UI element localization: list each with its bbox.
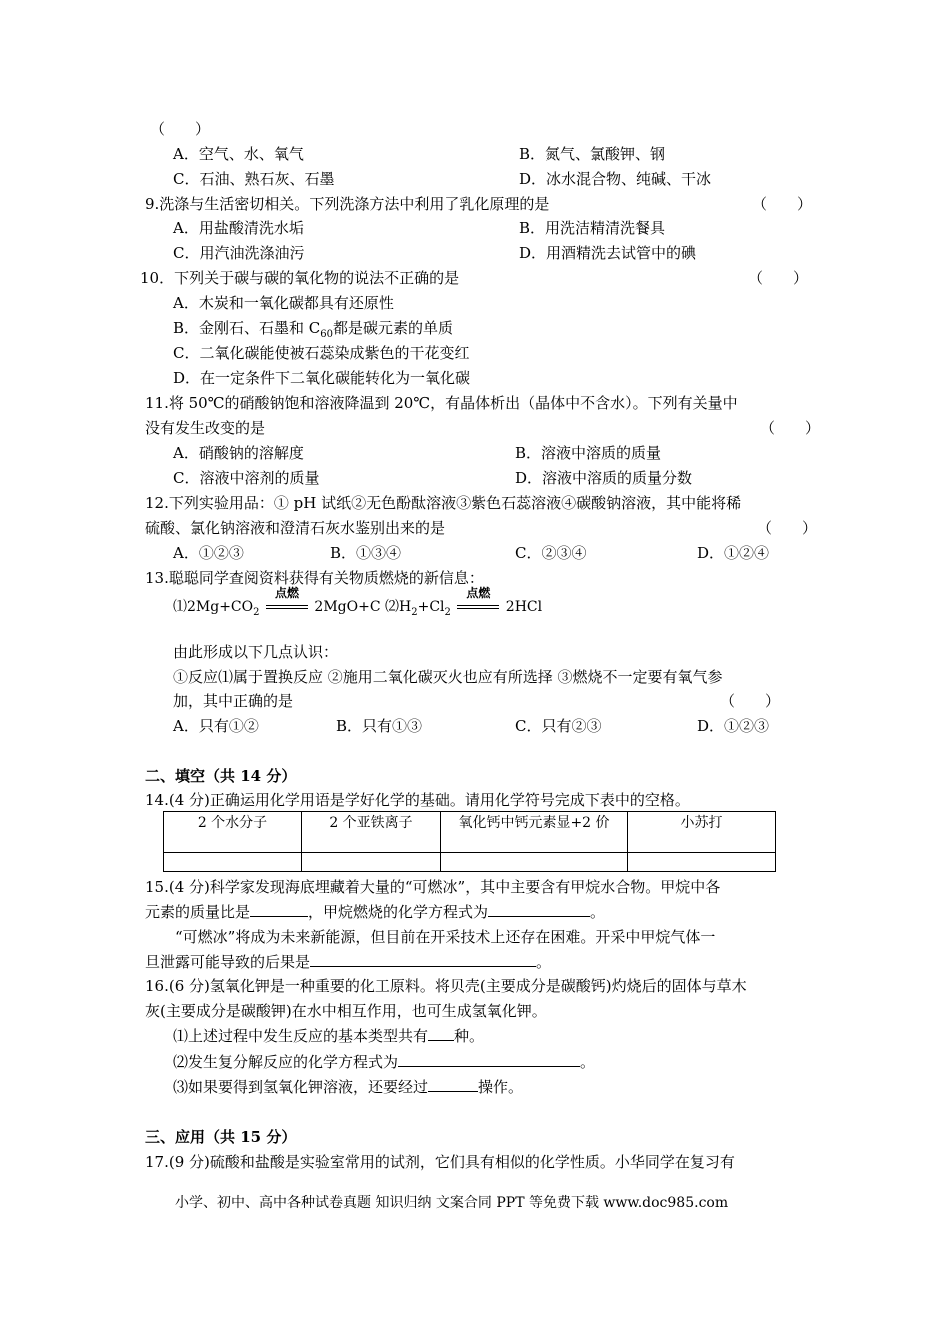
q11-stem-line1: 11.将 50℃的硝酸钠饱和溶液降温到 20℃，有晶体析出（晶体中不含水）。下列有关量中: [145, 394, 738, 412]
q13-stem: 13.聪聪同学查阅资料获得有关物质燃烧的新信息：: [145, 569, 484, 587]
q9-option-d: D．用酒精洗去试管中的碘: [519, 244, 697, 262]
q14-header-water-molecules: 2 个水分子: [164, 812, 302, 853]
q10-option-d: D．在一定条件下二氧化碳能转化为一氧化碳: [173, 369, 471, 387]
q16-part2-blank[interactable]: [398, 1050, 580, 1067]
q13-option-c: C．只有②③: [515, 717, 602, 735]
q16-line2: 灰(主要成分是碳酸钾)在水中相互作用，也可生成氢氧化钾。: [145, 1002, 547, 1020]
q14-header-ferrous-ions: 2 个亚铁离子: [302, 812, 441, 853]
eq1-left: ⑴2Mg+CO: [173, 599, 254, 615]
q14-answer-cell-4[interactable]: [628, 853, 776, 872]
eq2-mid: +Cl: [417, 599, 445, 615]
q12-option-b: B．①③④: [330, 544, 402, 562]
q17-line1: 17.(9 分)硫酸和盐酸是实验室常用的试剂，它们具有相似的化学性质。小华同学在复习有: [145, 1153, 735, 1171]
page-footer: 小学、初中、高中各种试卷真题 知识归纳 文案合同 PPT 等免费下载 www.doc985.com: [175, 1195, 729, 1211]
eq2-condition: 点燃: [466, 586, 491, 600]
q14-stem: 14.(4 分)正确运用化学用语是学好化学的基础。请用化学符号完成下表中的空格。: [145, 791, 690, 809]
q10-option-a: A．木炭和一氧化碳都具有还原性: [173, 294, 394, 312]
q13-intro: 由此形成以下几点认识：: [173, 643, 339, 661]
q16-part1-end: 种。: [454, 1027, 485, 1045]
q16-part3-label: ⑶如果要得到氢氧化钾溶液，还要经过: [173, 1078, 429, 1096]
q14-answer-cell-3[interactable]: [441, 853, 628, 872]
q11-option-c: C．溶液中溶剂的质量: [173, 469, 320, 487]
q8-option-b: B．氮气、氯酸钾、钢: [519, 145, 666, 163]
q14-answer-table: [163, 811, 776, 872]
q13-equation-2: [385, 586, 543, 620]
q14-header-baking-soda: 小苏打: [628, 812, 776, 853]
q16-line1: 16.(6 分)氢氧化钾是一种重要的化工原料。将贝壳(主要成分是碳酸钙)灼烧后的固体与草木: [145, 977, 747, 995]
eq2-left-sub: 2: [411, 606, 418, 618]
q10-option-b-sub: 60: [320, 329, 334, 340]
q16-part1: [173, 1024, 484, 1049]
q10-option-b-post: 都是碳元素的单质: [333, 319, 454, 337]
section-2-heading: 二、填空（共 14 分）: [145, 767, 297, 785]
q12-answer-paren: （ ）: [757, 519, 818, 537]
q14-answer-cell-2[interactable]: [302, 853, 441, 872]
q8-answer-paren: （ ）: [150, 120, 211, 138]
eq1-condition: 点燃: [274, 586, 299, 600]
q12-stem-line2: 硫酸、氯化钠溶液和澄清石灰水鉴别出来的是: [145, 519, 446, 537]
q16-part2-label: ⑵发生复分解反应的化学方程式为: [173, 1053, 399, 1071]
q11-stem-line2: 没有发生改变的是: [145, 419, 266, 437]
q12-option-a: A．①②③: [173, 544, 244, 562]
q13-option-a: A．只有①②: [173, 717, 259, 735]
q10-option-b: [173, 316, 453, 341]
eq2-condition-arrow: [457, 586, 499, 616]
q10-option-c: C．二氧化碳能使被石蕊染成紫色的干花变红: [173, 344, 470, 362]
q15-equation-label: ，甲烷燃烧的化学方程式为: [308, 903, 489, 921]
q16-part3-end: 操作。: [478, 1078, 524, 1096]
q14-answer-cell-1[interactable]: [164, 853, 302, 872]
q9-option-c: C．用汽油洗涤油污: [173, 244, 305, 262]
section-3-heading: 三、应用（共 15 分）: [145, 1128, 297, 1146]
q13-answer-paren: （ ）: [720, 692, 781, 710]
q15-line2: [145, 900, 605, 925]
q15-equation-blank[interactable]: [488, 900, 590, 917]
q15-mass-ratio-blank[interactable]: [250, 900, 308, 917]
q12-option-c: C．②③④: [515, 544, 587, 562]
q16-part3-blank[interactable]: [428, 1075, 478, 1092]
q14-header-calcium-valence: 氧化钙中钙元素显+2 价: [441, 812, 628, 853]
q16-part1-label: ⑴上述过程中发生反应的基本类型共有: [173, 1027, 429, 1045]
q16-part2: [173, 1050, 595, 1075]
q15-line2-end: 。: [590, 903, 606, 921]
q9-option-a: A．用盐酸清洗水垢: [173, 219, 304, 237]
q10-stem: 10．下列关于碳与碳的氧化物的说法不正确的是: [140, 269, 460, 287]
q16-part3: [173, 1075, 523, 1100]
q9-option-b: B．用洗洁精清洗餐具: [519, 219, 666, 237]
q11-option-b: B．溶液中溶质的质量: [515, 444, 662, 462]
eq1-condition-arrow: [266, 586, 308, 616]
q13-option-d: D．①②③: [697, 717, 770, 735]
q15-mass-ratio-label: 元素的质量比是: [145, 903, 251, 921]
q8-option-d: D．冰水混合物、纯碱、干冰: [519, 170, 712, 188]
q15-consequence-label: 旦泄露可能导致的后果是: [145, 953, 311, 971]
q11-option-a: A．硝酸钠的溶解度: [173, 444, 304, 462]
q16-part1-blank[interactable]: [428, 1024, 454, 1041]
eq1-right: 2MgO+C: [314, 599, 381, 615]
q9-answer-paren: （ ）: [752, 195, 813, 213]
q11-answer-paren: （ ）: [760, 419, 821, 437]
q13-points-line1: ①反应⑴属于置换反应 ②施用二氧化碳灭火也应有所选择 ③燃烧不一定要有氧气参: [173, 668, 723, 686]
q10-answer-paren: （ ）: [748, 269, 809, 287]
eq2-right: 2HCl: [505, 599, 543, 615]
q13-points-line2: 加，其中正确的是: [173, 692, 294, 710]
eq2-mid-sub: 2: [444, 606, 451, 618]
q15-consequence-blank[interactable]: [310, 950, 536, 967]
q13-equation-1: [173, 586, 381, 620]
eq2-left: ⑵H: [385, 599, 412, 615]
q8-option-c: C．石油、熟石灰、石墨: [173, 170, 335, 188]
eq1-left-sub: 2: [253, 606, 260, 618]
q8-option-a: A．空气、水、氧气: [173, 145, 304, 163]
q11-option-d: D．溶液中溶质的质量分数: [515, 469, 693, 487]
q13-option-b: B．只有①③: [336, 717, 423, 735]
q16-part2-end: 。: [580, 1053, 596, 1071]
q12-option-d: D．①②④: [697, 544, 770, 562]
q15-line1: 15.(4 分)科学家发现海底埋藏着大量的“可燃冰”，其中主要含有甲烷水合物。甲烷中各: [145, 878, 721, 896]
q12-stem-line1: 12.下列实验用品：① pH 试纸②无色酚酞溶液③紫色石蕊溶液④碳酸钠溶液，其中能将稀: [145, 494, 742, 512]
q9-stem: 9.洗涤与生活密切相关。下列洗涤方法中利用了乳化原理的是: [145, 195, 550, 213]
q15-line4: [145, 950, 551, 975]
q10-option-b-pre: B．金刚石、石墨和 C: [173, 319, 321, 337]
q15-line3: “可燃冰”将成为未来新能源，但目前在开采技术上还存在困难。开采中甲烷气体一: [175, 928, 716, 946]
q15-line4-end: 。: [536, 953, 552, 971]
